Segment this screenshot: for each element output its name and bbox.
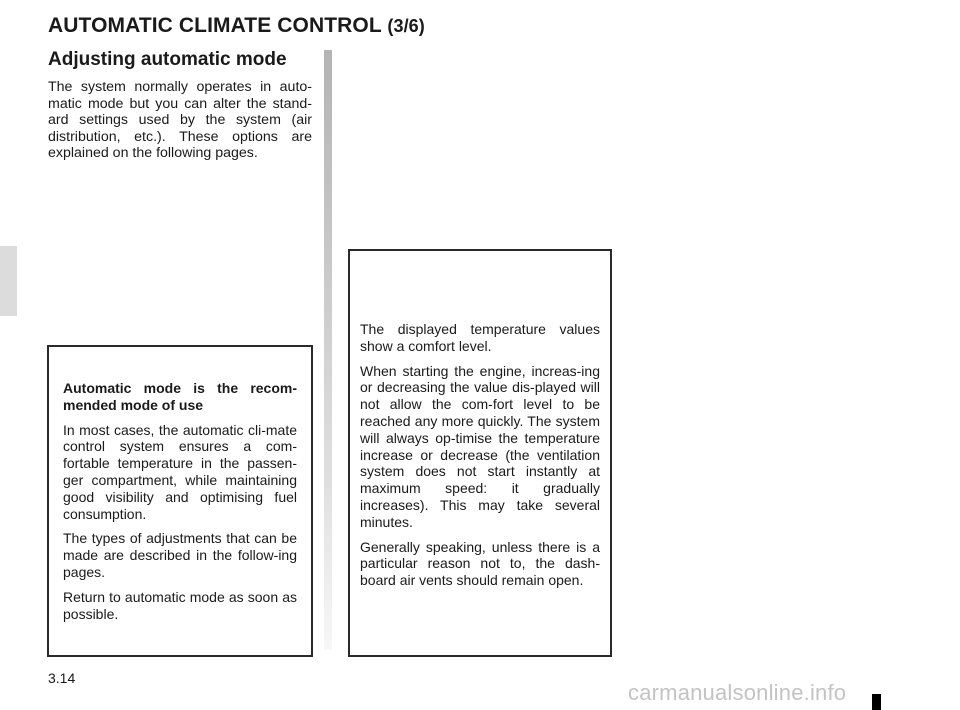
note-paragraph: When starting the engine, increas-ing or decreasing the value dis-played will not allow the com-fort level to be reached any more quickly. The system will always op-timise the temperature increase or decrease (the ventilation system does not start instantly at maximum speed: it gradually increases). This may take several minutes.	[360, 362, 600, 530]
note-paragraph: The types of adjustments that can be made are described in the follow-ing pages.	[63, 530, 297, 580]
note-paragraph: The displayed temperature values show a comfort level.	[360, 321, 600, 354]
column-divider	[324, 50, 332, 650]
page-title	[48, 14, 425, 38]
note-box-title: Automatic mode is the recom-mended mode of use	[63, 380, 297, 413]
page-part-indicator: (3/6)	[387, 16, 425, 36]
note-paragraph: Generally speaking, unless there is a particular reason not to, the dash-board air vents should remain open.	[360, 538, 600, 589]
note-paragraph: In most cases, the automatic cli-mate control system ensures a com-fortable temperature in the passen-ger compartment, while maintaining good visibility and optimising fuel consumption.	[63, 421, 297, 522]
watermark: carmanualsonline.info	[628, 680, 847, 705]
page-corner-mark	[872, 694, 881, 710]
page-number: 3.14	[48, 670, 76, 686]
chapter-tab-marker	[0, 246, 17, 316]
section-heading: Adjusting automatic mode	[48, 49, 287, 70]
note-box-automatic-mode	[47, 345, 313, 657]
note-paragraph: Return to automatic mode as soon as possible.	[63, 588, 297, 622]
note-box-temperature	[348, 249, 612, 657]
intro-paragraph: The system normally operates in auto-matic mode but you can alter the stand-ard settings used by the system (air distribution, etc.). These options are explained on the following pages.	[48, 79, 312, 162]
page-title-text: AUTOMATIC CLIMATE CONTROL	[48, 14, 382, 37]
